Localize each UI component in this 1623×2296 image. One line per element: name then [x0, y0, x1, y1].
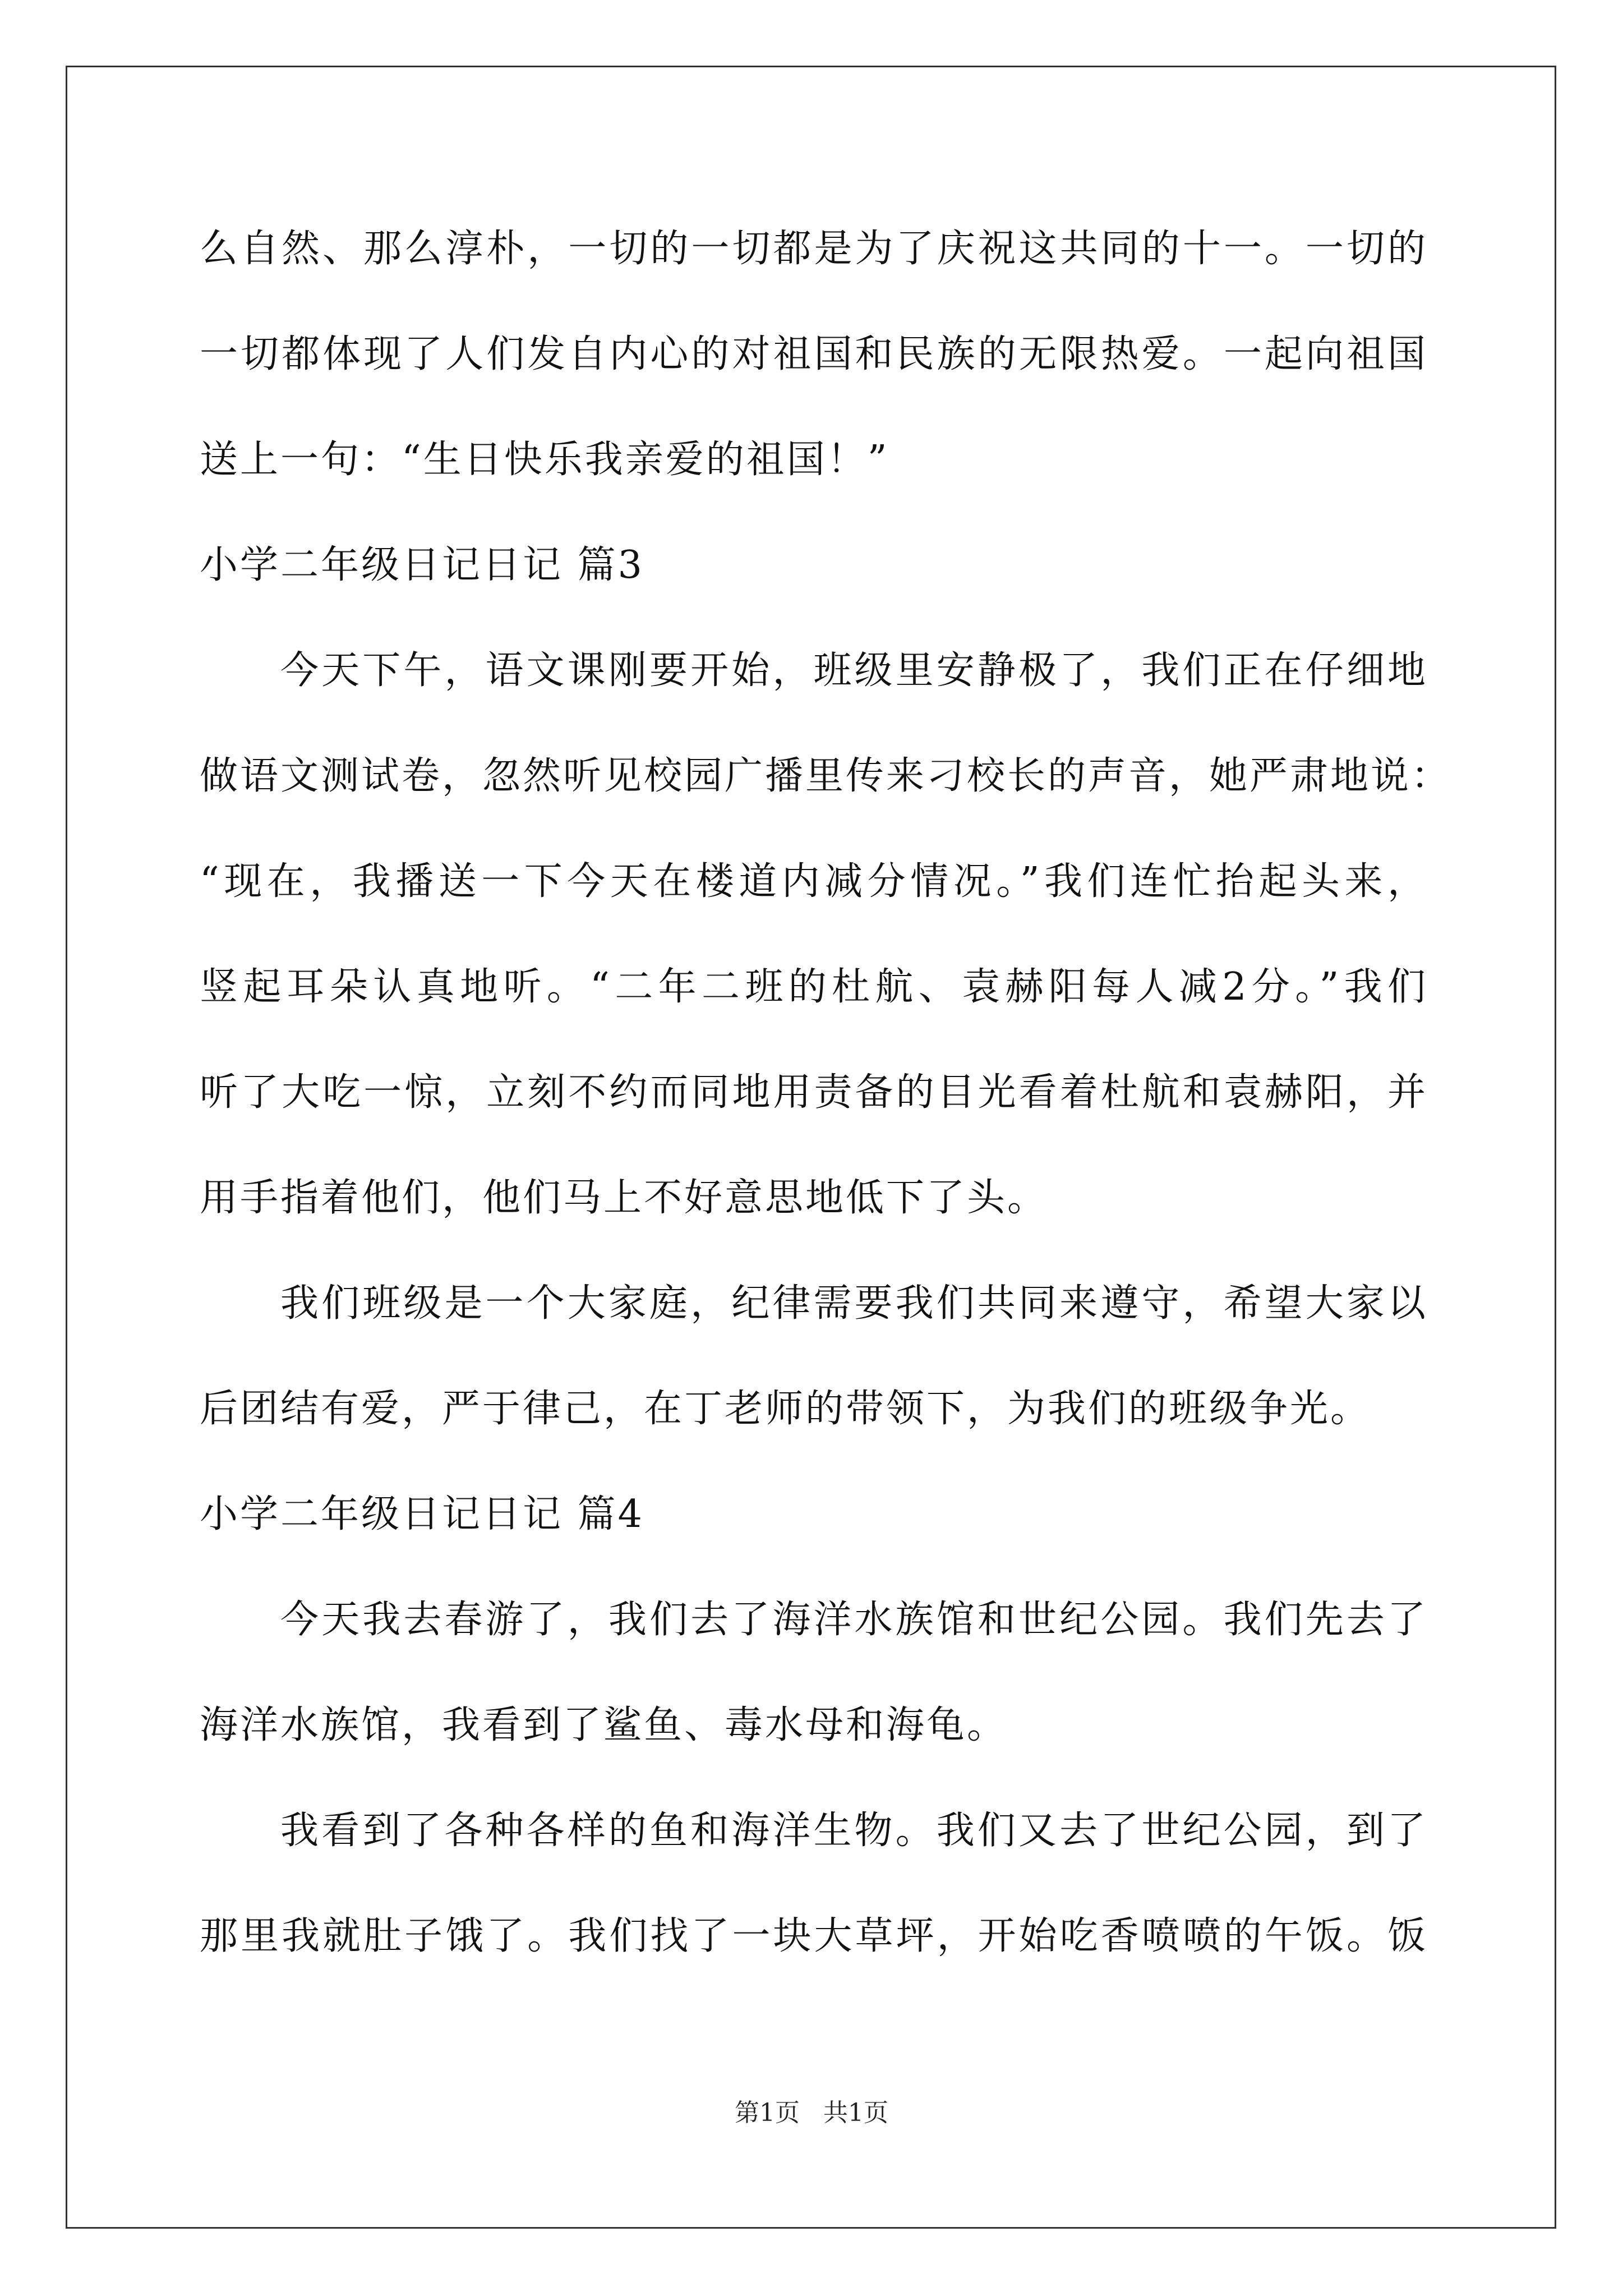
section-heading: 小学二年级日记日记 篇4	[200, 1492, 644, 1536]
text-line: 我看到了各种各样的鱼和海洋生物。我们又去了世纪公园，到了	[280, 1809, 1428, 1853]
text-line: 海洋水族馆，我看到了鲨鱼、毒水母和海龟。	[200, 1703, 1008, 1747]
text-line: 用手指着他们，他们马上不好意思地低下了头。	[200, 1176, 1048, 1220]
page-number-footer: 第1页 共1页	[735, 2099, 888, 2127]
text-line: 听了大吃一惊，立刻不约而同地用责备的目光看着杜航和袁赫阳，并	[200, 1070, 1428, 1115]
text-line: 后团结有爱，严于律己，在丁老师的带领下，为我们的班级争光。	[200, 1387, 1371, 1431]
text-line: 竖起耳朵认真地听。“二年二班的杜航、袁赫阳每人减2分。”我们	[200, 965, 1428, 1009]
text-line: 今天我去春游了，我们去了海洋水族馆和世纪公园。我们先去了	[280, 1598, 1428, 1642]
text-line: “现在，我播送一下今天在楼道内减分情况。”我们连忙抬起头来，	[200, 859, 1428, 904]
text-line: 那里我就肚子饿了。我们找了一块大草坪，开始吃香喷喷的午饭。饭	[200, 1914, 1428, 1958]
text-line: 么自然、那么淳朴，一切的一切都是为了庆祝这共同的十一。一切的	[200, 227, 1428, 271]
text-line: 送上一句：“生日快乐我亲爱的祖国！”	[200, 438, 889, 482]
text-line: 今天下午，语文课刚要开始，班级里安静极了，我们正在仔细地	[280, 648, 1428, 693]
text-line: 一切都体现了人们发自内心的对祖国和民族的无限热爱。一起向祖国	[200, 332, 1428, 376]
text-line: 我们班级是一个大家庭，纪律需要我们共同来遵守，希望大家以	[280, 1281, 1428, 1326]
section-heading: 小学二年级日记日记 篇3	[200, 543, 644, 587]
document-body	[200, 216, 1452, 2009]
text-line: 做语文测试卷，忽然听见校园广播里传来刁校长的声音，她严肃地说：	[200, 754, 1452, 798]
